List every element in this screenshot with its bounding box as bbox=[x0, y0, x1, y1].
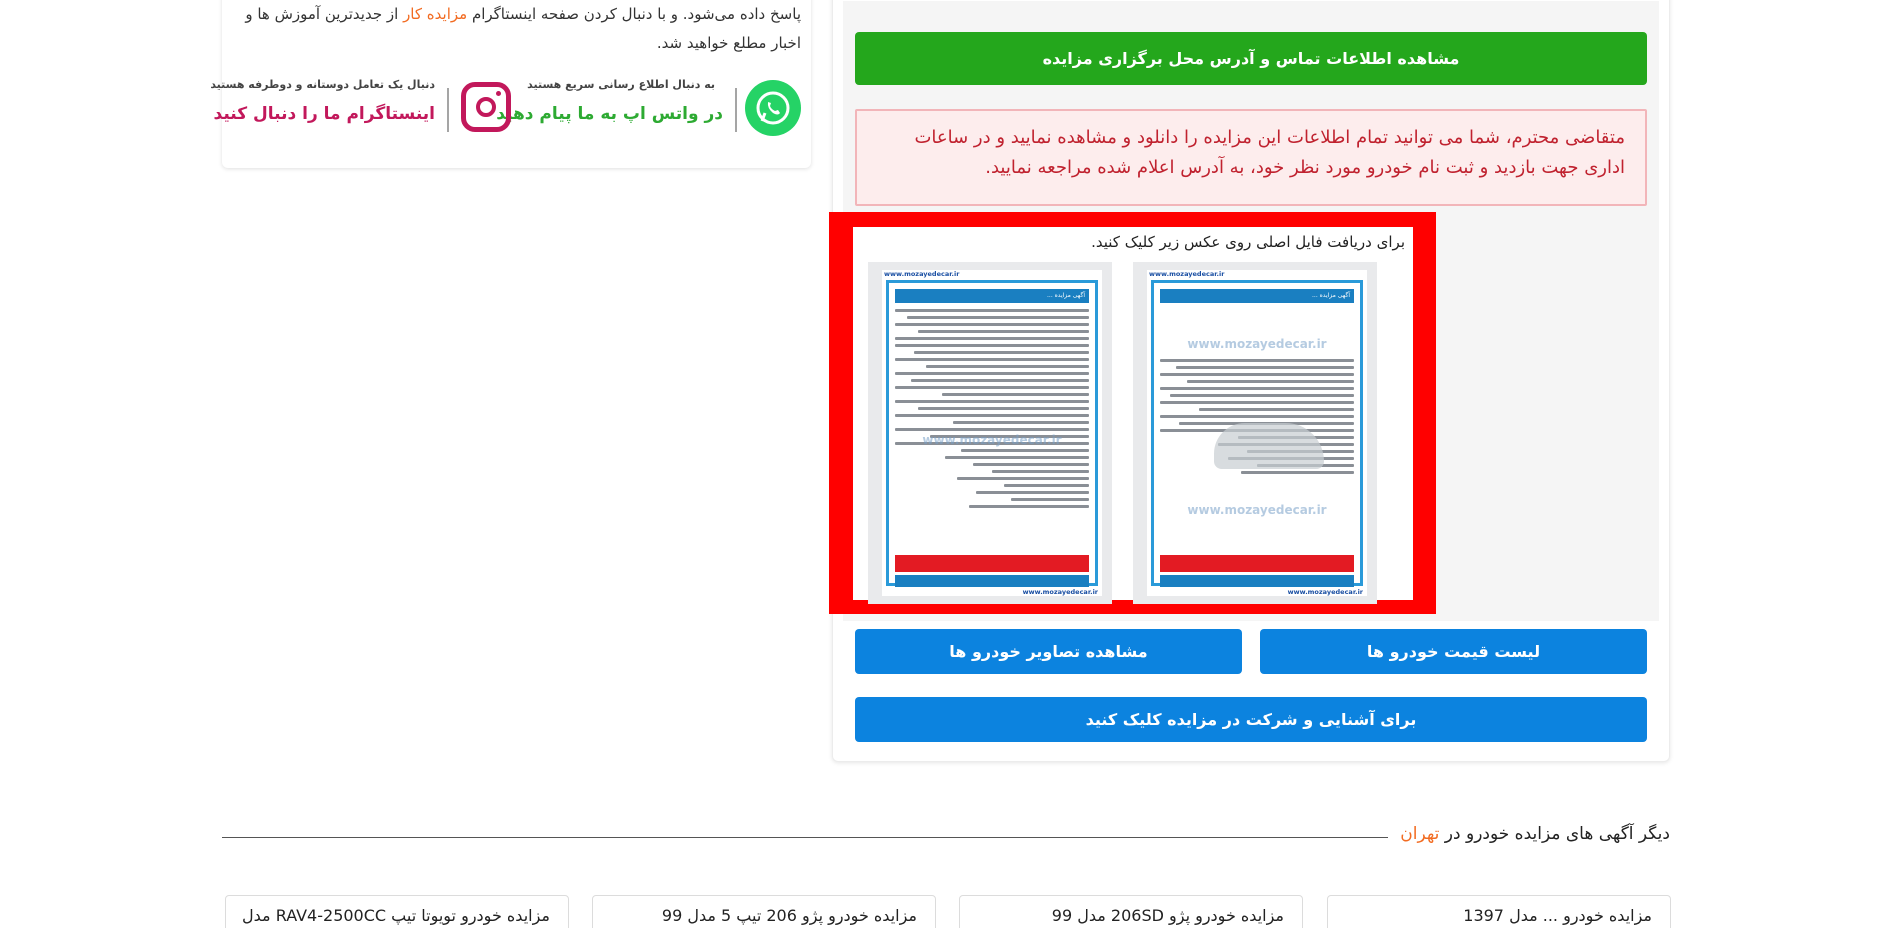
whatsapp-banner[interactable] bbox=[496, 74, 801, 154]
ad-card[interactable] bbox=[959, 895, 1303, 928]
join-auction-button[interactable]: برای آشنایی و شرکت در مزایده کلیک کنید bbox=[855, 697, 1647, 742]
document-site-top: www.mozayedecar.ir bbox=[884, 270, 960, 278]
download-notice-alert: متقاضی محترم، شما می توانید تمام اطلاعات این مزایده را دانلود و مشاهده نمایید و در ساعات اداری جهت بازدید و ثبت نام خودرو مورد نظر خود، به آدرس اعلام شده مراجعه نمایید. bbox=[855, 109, 1647, 206]
follow-text-start: پاسخ داده می‌شود. و با دنبال کردن صفحه اینستاگرام bbox=[467, 5, 801, 23]
document-red-banner bbox=[895, 555, 1089, 572]
whatsapp-divider bbox=[735, 88, 737, 132]
other-ads-city-link[interactable]: تهران bbox=[1400, 824, 1440, 844]
instagram-icon[interactable] bbox=[461, 82, 511, 132]
document-watermark: www.mozayedecar.ir bbox=[922, 433, 1062, 447]
document-watermark: www.mozayedecar.ir bbox=[1187, 337, 1327, 351]
document-blue-banner bbox=[1160, 575, 1354, 587]
ad-card[interactable] bbox=[1327, 895, 1671, 928]
document-page bbox=[882, 270, 1102, 596]
follow-text-end: از جدیدترین آموزش ها و bbox=[245, 5, 404, 23]
other-ads-heading-text: دیگر آگهی های مزایده خودرو در bbox=[1439, 824, 1670, 844]
follow-description bbox=[231, 0, 801, 58]
other-ads-heading bbox=[1388, 824, 1670, 844]
instagram-dot bbox=[496, 91, 501, 96]
car-photos-button[interactable]: مشاهده تصاویر خودرو ها bbox=[855, 629, 1242, 674]
document-site-bottom: www.mozayedecar.ir bbox=[1287, 588, 1363, 596]
auction-details-card bbox=[832, 0, 1670, 762]
document-header: آگهی مزایده ... bbox=[895, 289, 1089, 303]
follow-text-line2: اخبار مطلع خواهید شد. bbox=[656, 34, 801, 52]
document-page bbox=[1147, 270, 1367, 596]
instagram-tagline: دنبال یک تعامل دوستانه و دوطرفه هستید bbox=[210, 78, 435, 91]
instagram-lens bbox=[476, 97, 496, 117]
instagram-banner[interactable] bbox=[210, 74, 511, 154]
document-border bbox=[886, 280, 1098, 586]
ad-card-title[interactable]: مزایده خودرو ... مدل 1397 bbox=[1463, 906, 1652, 925]
document-header: آگهی مزایده ... bbox=[1160, 289, 1354, 303]
instagram-divider bbox=[447, 88, 449, 132]
document-watermark-2: www.mozayedecar.ir bbox=[1187, 503, 1327, 517]
document-red-banner bbox=[1160, 555, 1354, 572]
document-site-top: www.mozayedecar.ir bbox=[1149, 270, 1225, 278]
social-follow-card bbox=[210, 0, 811, 168]
ad-card-title[interactable]: مزایده خودرو تویوتا تیپ RAV4-2500CC مدل bbox=[242, 906, 550, 925]
ad-card-title[interactable]: مزایده خودرو پژو 206SD مدل 99 bbox=[1051, 906, 1284, 925]
contact-info-button[interactable]: مشاهده اطلاعات تماس و آدرس محل برگزاری مزایده bbox=[855, 32, 1647, 85]
price-list-button[interactable]: لیست قیمت خودرو ها bbox=[1260, 629, 1647, 674]
auction-document-page-1[interactable] bbox=[1133, 262, 1377, 604]
auction-document-page-2[interactable] bbox=[868, 262, 1112, 604]
ad-card[interactable] bbox=[225, 895, 569, 928]
mozayedecar-link[interactable]: مزایده کار bbox=[403, 5, 468, 23]
document-site-bottom: www.mozayedecar.ir bbox=[1022, 588, 1098, 596]
document-text-lines bbox=[895, 309, 1089, 543]
whatsapp-icon[interactable] bbox=[745, 80, 801, 136]
auction-document-images[interactable] bbox=[853, 227, 1413, 600]
other-ads-list bbox=[222, 895, 1671, 928]
whatsapp-cta[interactable]: در واتس اپ به ما پیام دهید bbox=[496, 104, 723, 124]
whatsapp-tagline: به دنبال اطلاع رسانی سریع هستید bbox=[527, 78, 715, 91]
image-download-caption: برای دریافت فایل اصلی روی عکس زیر کلیک کنید. bbox=[1091, 233, 1405, 251]
document-border bbox=[1151, 280, 1363, 586]
document-blue-banner bbox=[895, 575, 1089, 587]
ad-card[interactable] bbox=[592, 895, 936, 928]
section-divider-line bbox=[222, 837, 1443, 838]
instagram-cta[interactable]: اینستاگرام ما را دنبال کنید bbox=[213, 104, 435, 124]
car-image bbox=[1214, 423, 1324, 469]
ad-card-title[interactable]: مزایده خودرو پژو 206 تیپ 5 مدل 99 bbox=[661, 906, 917, 925]
highlighted-download-region bbox=[829, 212, 1436, 614]
